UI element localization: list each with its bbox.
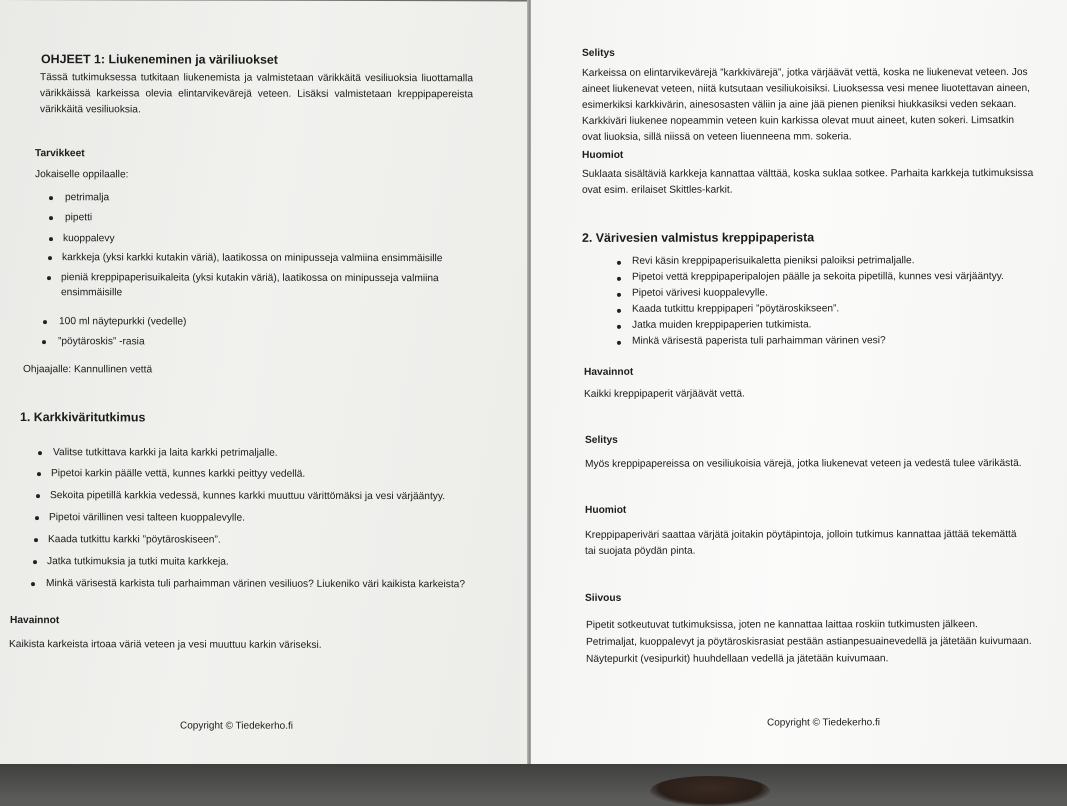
explanation-line: Karkkiväri liukenee nopeammin veteen kuin karkissa olevat muut aineet, kuten sokeri. Limsatkin bbox=[582, 114, 1015, 127]
observations-text: Kaikista karkeista irtoaa väriä veteen ja vesi muuttuu karkin väriseksi. bbox=[9, 639, 322, 651]
desk-edge bbox=[0, 764, 1067, 800]
bullet bbox=[47, 276, 51, 280]
bullet bbox=[35, 516, 39, 520]
observations-text: Kaikki kreppipaperit värjäävät vettä. bbox=[584, 388, 745, 400]
explanation-line: Karkeissa on elintarvikevärejä ”karkkivärejä”, jotka värjäävät vettä, koska ne liukenevat veteen. Jos bbox=[582, 66, 1028, 79]
bullet bbox=[617, 341, 621, 345]
bullet bbox=[617, 309, 621, 313]
supply-item: karkkeja (yksi karkki kutakin väriä), laatikossa on minipusseja valmiina ensimmäisille bbox=[62, 252, 443, 265]
bullet bbox=[36, 494, 40, 498]
cleanup-heading: Siivous bbox=[585, 592, 622, 604]
step-item: Pipetoi karkin päälle vettä, kunnes karkki peittyy vedellä. bbox=[51, 468, 306, 480]
supply-item: ”pöytäroskis” -rasia bbox=[58, 336, 145, 348]
bullet bbox=[34, 538, 38, 542]
supply-item: 100 ml näytepurkki (vedelle) bbox=[59, 316, 187, 328]
bullet bbox=[617, 293, 621, 297]
bullet bbox=[33, 560, 37, 564]
note-2-line: tai suojata pöydän pinta. bbox=[585, 545, 696, 557]
observations-heading: Havainnot bbox=[10, 615, 60, 627]
bullet bbox=[48, 256, 52, 260]
bullet bbox=[617, 277, 621, 281]
explanation-line: aineet liukenevat veteen, niitä kutsutaan vesiliukoisiksi. Liuoksessa vesi menee liuotettavan aineen, bbox=[582, 82, 1030, 95]
supplies-subheading: Jokaiselle oppilaalle: bbox=[35, 169, 129, 181]
note-heading: Huomiot bbox=[582, 149, 624, 161]
copyright-footer: Copyright © Tiedekerho.fi bbox=[767, 717, 880, 729]
step-item: Valitse tutkittava karkki ja laita karkki petrimaljalle. bbox=[53, 447, 278, 459]
step-item: Pipetoi värillinen vesi talteen kuoppalevylle. bbox=[49, 512, 245, 524]
bullet bbox=[49, 237, 53, 241]
step-item: Pipetoi vettä kreppipaperipalojen päälle ja sekoita pipetillä, kunnes vesi värjääntyy. bbox=[632, 271, 1004, 283]
bullet bbox=[617, 261, 621, 265]
section-1-heading: 1. Karkkiväritutkimus bbox=[20, 410, 146, 425]
supply-item: kuoppalevy bbox=[63, 233, 115, 245]
step-item: Kaada tutkittu karkki ”pöytäroskiseen”. bbox=[48, 534, 221, 546]
cleanup-line: Pipetit sotkeutuvat tutkimuksissa, joten ne kannattaa laittaa roskiin tutkimusten jälkeen. bbox=[586, 619, 978, 631]
bullet bbox=[617, 325, 621, 329]
bullet bbox=[43, 320, 47, 324]
cleanup-line: Petrimaljat, kuoppalevyt ja pöytäroskisrasiat pestään astianpesuainevedellä ja jätetään kuivumaan. bbox=[586, 635, 1032, 648]
object-shadow bbox=[650, 776, 770, 806]
copyright-footer: Copyright © Tiedekerho.fi bbox=[180, 720, 293, 732]
cleanup-line: Näytepurkit (vesipurkit) huuhdellaan vedellä ja jätetään kuivumaan. bbox=[586, 653, 889, 665]
note-2-heading: Huomiot bbox=[585, 504, 627, 516]
step-item: Revi käsin kreppipaperisuikaletta pieniksi paloiksi petrimaljalle. bbox=[632, 255, 915, 267]
step-item: Pipetoi värivesi kuoppalevylle. bbox=[632, 287, 768, 299]
supply-item: pipetti bbox=[65, 212, 93, 224]
explanation-line: ovat liuoksia, sillä niissä on veteen liuenneena mm. sokeria. bbox=[582, 131, 852, 143]
bullet bbox=[49, 216, 53, 220]
step-item: Jatka muiden kreppipaperien tutkimista. bbox=[632, 319, 812, 331]
bullet bbox=[37, 472, 41, 476]
left-page bbox=[0, 0, 528, 769]
step-item: Kaada tutkittu kreppipaperi ”pöytäroskikseen”. bbox=[632, 303, 840, 315]
instructor-note: Ohjaajalle: Kannullinen vettä bbox=[23, 364, 153, 376]
page-title: OHJEET 1: Liukeneminen ja väriliuokset bbox=[41, 52, 278, 67]
bullet bbox=[42, 340, 46, 344]
supplies-heading: Tarvikkeet bbox=[35, 148, 85, 160]
step-item: Minkä värisestä karkista tuli parhaimman värinen vesiliuos? Liukeniko väri kaikista karkeista? bbox=[46, 578, 465, 591]
bullet bbox=[49, 196, 53, 200]
step-item: Minkä värisestä paperista tuli parhaimman värinen vesi? bbox=[632, 335, 886, 347]
note-line: ovat esim. erilaiset Skittles-karkit. bbox=[582, 184, 733, 196]
explanation-heading: Selitys bbox=[582, 47, 615, 59]
supply-item: pieniä kreppipaperisuikaleita (yksi kutakin väriä), laatikossa on minipusseja valmiina bbox=[61, 272, 439, 285]
step-item: Sekoita pipetillä karkkia vedessä, kunnes karkki muuttuu värittömäksi ja vesi värjääntyy. bbox=[50, 490, 446, 503]
right-page bbox=[531, 0, 1067, 768]
explanation-2-heading: Selitys bbox=[585, 434, 618, 446]
supply-item: petrimalja bbox=[65, 192, 110, 204]
supply-item-continued: ensimmäisille bbox=[61, 287, 123, 299]
bullet bbox=[31, 582, 35, 586]
bullet bbox=[38, 451, 42, 455]
section-2-heading: 2. Värivesien valmistus kreppipaperista bbox=[582, 230, 815, 245]
explanation-line: esimerkiksi karkkivärin, ainesosasten väliin ja aine jää pienen pieniksi hiukkasiksi veden sekaan. bbox=[582, 98, 1017, 111]
observations-heading: Havainnot bbox=[584, 366, 634, 378]
intro-paragraph: Tässä tutkimuksessa tutkitaan liukenemista ja valmistetaan värikkäitä vesiliuoksia liuottamalla värikkäissä karkeissa olevia elintarvikevärejä veteen. Lisäksi valmistetaan kreppipapereista värikkäitä vesiliuoksia. bbox=[40, 72, 473, 116]
note-2-line: Kreppipaperiväri saattaa värjätä joitakin pöytäpintoja, jolloin tutkimus kannattaa jättää tekemättä bbox=[585, 528, 1017, 541]
step-item: Jatka tutkimuksia ja tutki muita karkkeja. bbox=[47, 556, 229, 568]
note-line: Suklaata sisältäviä karkkeja kannattaa välttää, koska suklaa sotkee. Parhaita karkkeja tutkimuksissa bbox=[582, 167, 1034, 180]
explanation-2-text: Myös kreppipapereissa on vesiliukoisia värejä, jotka liukenevat veteen ja vedestä tulee värikästä. bbox=[585, 457, 1022, 470]
